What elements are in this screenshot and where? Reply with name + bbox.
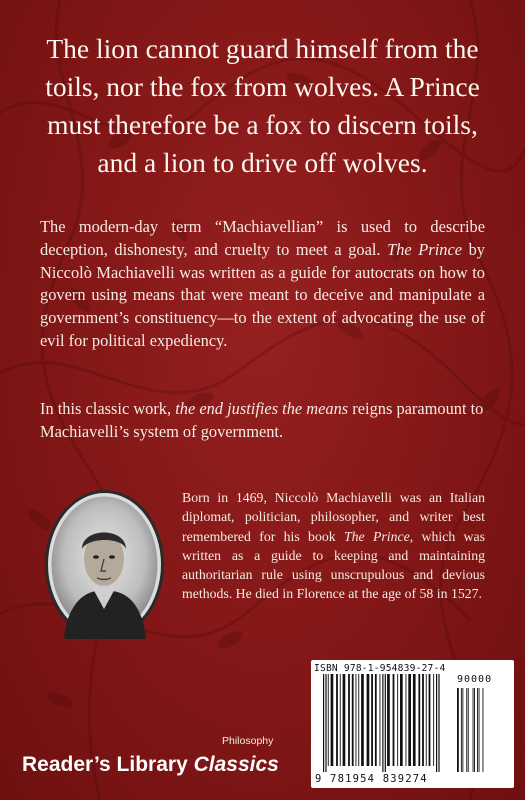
barcode-bar: [474, 688, 475, 772]
barcode-bar: [328, 674, 329, 766]
emphasis-phrase: the end justifies the means: [175, 399, 349, 418]
barcode-bar: [436, 674, 437, 772]
ean-digits: 9 781954 839274: [315, 773, 428, 785]
barcode-bar: [358, 674, 359, 766]
barcode-bars: [311, 660, 514, 788]
barcode-bar: [371, 674, 373, 766]
barcode-bar: [323, 674, 324, 772]
barcode-bar: [418, 674, 420, 766]
bio-text: , which was written as a guide to keeping and maintaining authoritarian rule using unscrupulous and devious methods. He died in Florence at the age of 58 in 1527.: [182, 528, 485, 602]
barcode-bar: [325, 674, 326, 772]
barcode-bar: [461, 688, 462, 772]
barcode-bar: [393, 674, 395, 766]
description-paragraph-2: [40, 398, 485, 444]
barcode-bar: [426, 674, 427, 766]
barcode-bar: [382, 674, 383, 772]
author-bio: [182, 488, 485, 604]
barcode-bar: [331, 674, 334, 766]
author-portrait: [44, 489, 165, 640]
barcode-bar: [361, 674, 364, 766]
book-title-italic: The Prince: [387, 239, 462, 259]
barcode-bar: [348, 674, 350, 766]
isbn-label: ISBN 978-1-954839-27-4: [314, 663, 446, 674]
barcode-bar: [356, 674, 357, 766]
barcode-addon-digits: 90000: [457, 674, 493, 685]
publisher-series: Classics: [193, 753, 279, 776]
barcode-bar: [408, 674, 411, 766]
barcode-bar: [400, 674, 403, 766]
barcode-bar: [413, 674, 416, 766]
barcode-bar: [422, 674, 424, 766]
barcode-bar: [483, 688, 484, 772]
publisher-logo: [22, 753, 279, 777]
barcode-bar: [433, 674, 434, 766]
barcode-bar: [438, 674, 439, 772]
barcode-bar: [477, 688, 478, 772]
quote-line: and a lion to drive off wolves.: [97, 147, 428, 178]
book-title-italic: The Prince: [343, 528, 410, 544]
barcode-bar: [466, 688, 467, 772]
isbn-barcode: [311, 660, 514, 788]
description-paragraph-1: [40, 216, 485, 353]
barcode-bar: [340, 674, 341, 766]
barcode-bar: [462, 688, 463, 772]
quote-line: must therefore be a fox to discern toils,: [47, 109, 478, 140]
barcode-bar: [397, 674, 398, 766]
description-text: reigns paramount to Machiavelli’s system of government.: [40, 399, 484, 441]
barcode-bar: [387, 674, 390, 766]
quote-line: The lion cannot guard himself from the: [46, 33, 479, 64]
description-text: In this classic work,: [40, 399, 176, 418]
publisher-name: Reader’s Library: [22, 753, 194, 776]
category-label: Philosophy: [222, 735, 274, 747]
barcode-bar: [380, 674, 381, 766]
barcode-bar: [352, 674, 354, 766]
barcode-bar: [429, 674, 431, 766]
pull-quote: [14, 30, 511, 182]
barcode-bar: [468, 688, 469, 772]
bio-text: Born in 1469, Niccolò Machiavelli was an Italian diplomat, politician, philosopher, and writer best remembered for his book: [182, 490, 485, 544]
barcode-bar: [336, 674, 338, 766]
barcode-bar: [406, 674, 407, 766]
barcode-bar: [479, 688, 480, 772]
barcode-bar: [473, 688, 474, 772]
barcode-bar: [367, 674, 370, 766]
description-text: by Niccolò Machiavelli was written as a guide for autocrats on how to govern using means that were meant to deceive and manipulate a government’s constituency—to the extent of advocating the use of evil for political expediency.: [40, 239, 485, 350]
barcode-bar: [457, 688, 459, 772]
description-text: The modern-day term “Machiavellian” is used to describe deception, dishonesty, and cruelty to meet a goal.: [40, 217, 485, 259]
barcode-bar: [385, 674, 386, 772]
barcode-bar: [343, 674, 346, 766]
quote-line: toils, nor the fox from wolves. A Prince: [45, 71, 480, 102]
barcode-bar: [375, 674, 377, 766]
